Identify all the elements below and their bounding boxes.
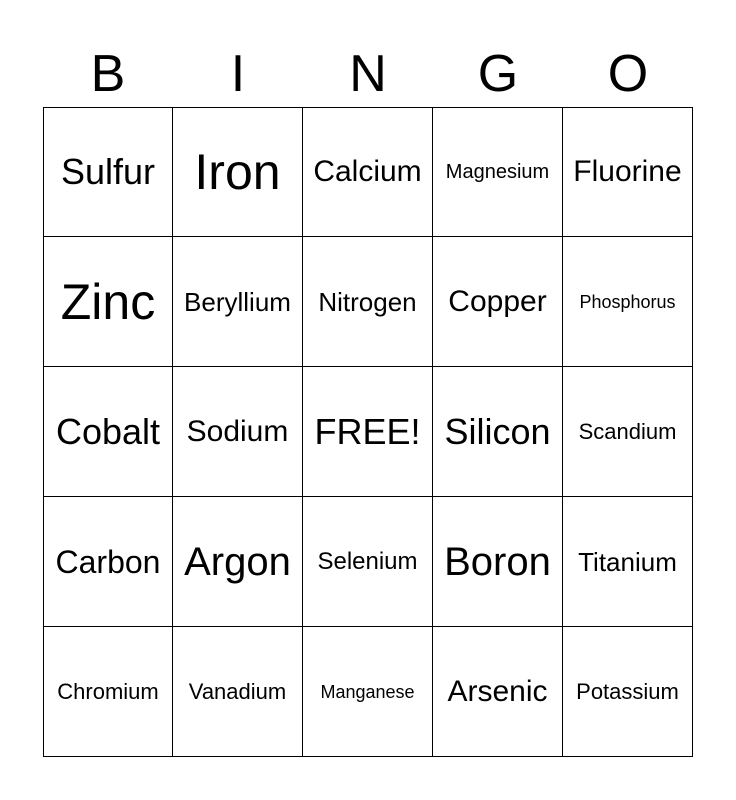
bingo-board — [43, 107, 693, 757]
bingo-cell[interactable]: Selenium — [303, 497, 433, 627]
bingo-cell[interactable]: Argon — [173, 497, 303, 627]
bingo-cell[interactable]: Chromium — [43, 627, 173, 757]
header-letter-g: G — [477, 45, 519, 103]
bingo-cell[interactable]: Zinc — [43, 237, 173, 367]
bingo-cell[interactable]: Arsenic — [433, 627, 563, 757]
bingo-cell[interactable]: Phosphorus — [563, 237, 693, 367]
bingo-cell[interactable]: Beryllium — [173, 237, 303, 367]
bingo-cell[interactable]: Boron — [433, 497, 563, 627]
bingo-cell[interactable]: Silicon — [433, 367, 563, 497]
bingo-cell[interactable]: Titanium — [563, 497, 693, 627]
bingo-cell[interactable]: Potassium — [563, 627, 693, 757]
bingo-header — [43, 40, 693, 108]
bingo-cell[interactable]: Vanadium — [173, 627, 303, 757]
header-letter-b: B — [90, 45, 126, 103]
bingo-cell[interactable]: Fluorine — [563, 107, 693, 237]
header-letter-n: N — [349, 45, 387, 103]
header-letter-i: I — [230, 45, 246, 103]
bingo-cell[interactable]: Calcium — [303, 107, 433, 237]
header-letter-o: O — [607, 45, 649, 103]
bingo-cell[interactable]: Cobalt — [43, 367, 173, 497]
bingo-cell[interactable]: Iron — [173, 107, 303, 237]
bingo-cell[interactable]: Copper — [433, 237, 563, 367]
bingo-cell[interactable]: Carbon — [43, 497, 173, 627]
bingo-cell[interactable]: Manganese — [303, 627, 433, 757]
bingo-cell[interactable]: Nitrogen — [303, 237, 433, 367]
free-space-cell[interactable]: FREE! — [303, 367, 433, 497]
bingo-cell[interactable]: Sulfur — [43, 107, 173, 237]
bingo-cell[interactable]: Scandium — [563, 367, 693, 497]
bingo-cell[interactable]: Magnesium — [433, 107, 563, 237]
bingo-cell[interactable]: Sodium — [173, 367, 303, 497]
